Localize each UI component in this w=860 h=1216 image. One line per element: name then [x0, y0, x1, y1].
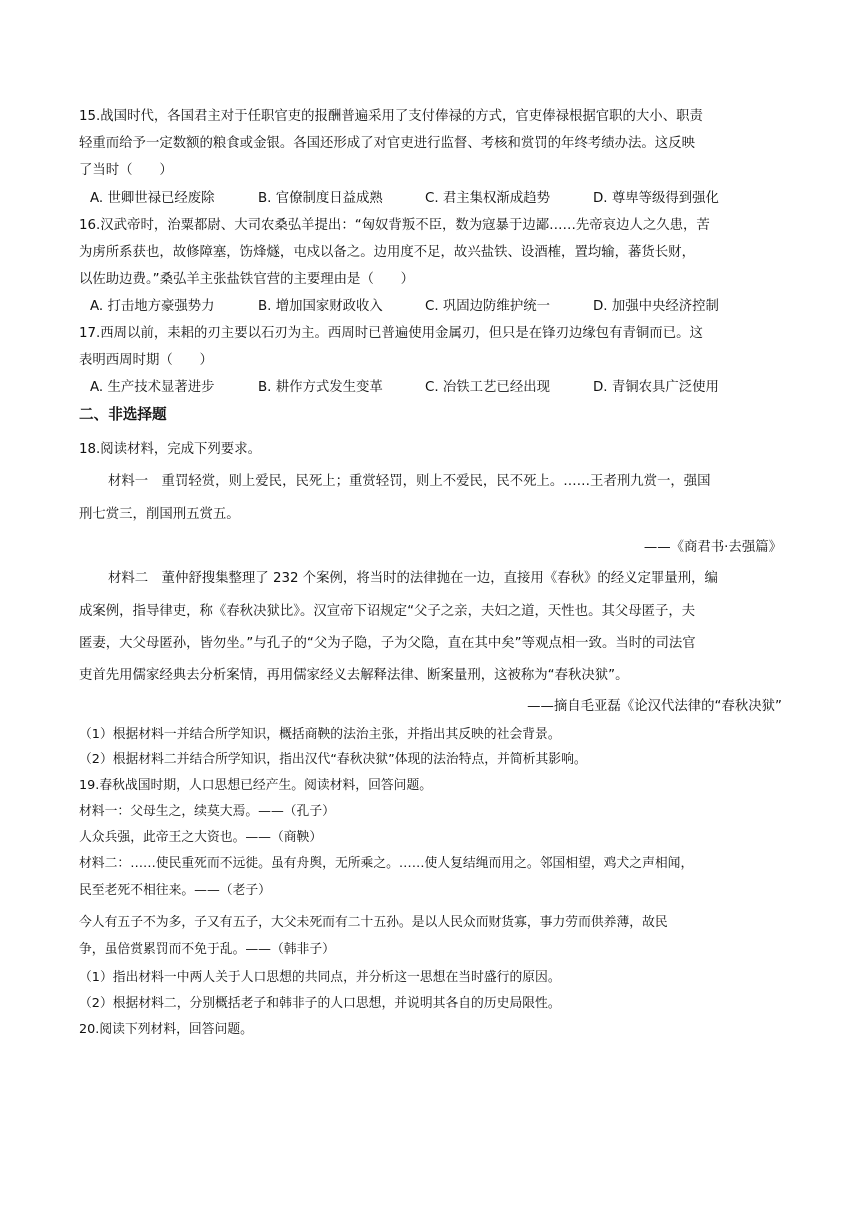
q17-option-a[interactable]: A. 生产技术显著进步	[90, 380, 215, 395]
q19-line-6: 争，虽倍赏累罚而不免于乱。——（韩非子）	[79, 942, 335, 957]
q17-option-b[interactable]: B. 耕作方式发生变革	[258, 380, 383, 395]
q19-intro: 19.春秋战国时期，人口思想已经产生。阅读材料，回答问题。	[79, 778, 433, 793]
q17-stem-line-2: 表明西周时期（ ）	[79, 353, 213, 368]
q18-material2-line-3: 匿妻，大父母匿孙，皆勿坐。”与孔子的“父为子隐，子为父隐，直在其中矣”等观点相一致。当时的司法官	[79, 636, 696, 651]
q18-source1: ——《商君书·去强篇》	[643, 540, 782, 555]
q19-task-2: （2）根据材料二，分别概括老子和韩非子的人口思想，并说明其各自的历史局限性。	[79, 996, 561, 1011]
q15-stem-line-3: 了当时（ ）	[79, 163, 173, 178]
q16-option-d[interactable]: D. 加强中央经济控制	[593, 299, 719, 314]
q18-material2-line-2: 成案例，指导律吏，称《春秋决狱比》。汉宣帝下诏规定“父子之亲，夫妇之道，天性也。其父母匿子，夫	[79, 604, 696, 619]
q20-intro: 20.阅读下列材料，回答问题。	[79, 1022, 253, 1037]
q19-task-1: （1）指出材料一中两人关于人口思想的共同点，并分析这一思想在当时盛行的原因。	[79, 970, 561, 985]
q19-line-3: 材料二：……使民重死而不远徙。虽有舟舆，无所乘之。……使人复结绳而用之。邻国相望，鸡犬之声相闻，	[79, 856, 694, 871]
q18-source2: ——摘自毛亚磊《论汉代法律的“春秋决狱”	[527, 699, 782, 714]
q16-stem-line-2: 为虏所系获也，故修障塞，饬烽燧，屯戍以备之。边用度不足，故兴盐铁、设酒榷，置均输，蕃货长财，	[79, 245, 695, 260]
q18-task-1: （1）根据材料一并结合所学知识，概括商鞅的法治主张，并指出其反映的社会背景。	[79, 727, 561, 742]
q15-options	[90, 189, 790, 209]
q15-option-b[interactable]: B. 官僚制度日益成熟	[258, 191, 383, 206]
q18-material2-line-1: 材料二 董仲舒搜集整理了 232 个案例，将当时的法律抛在一边，直接用《春秋》的经义定罪量刑，编	[108, 571, 718, 586]
q18-task-2: （2）根据材料二并结合所学知识，指出汉代“春秋决狱”体现的法治特点，并简析其影响。	[79, 752, 587, 767]
q15-option-d[interactable]: D. 尊卑等级得到强化	[593, 191, 719, 206]
q17-options	[90, 378, 790, 398]
q18-material1-line-1: 材料一 重罚轻赏，则上爱民，民死上；重赏轻罚，则上不爱民，民不死上。……王者刑九赏一，强国	[108, 474, 711, 489]
q16-options	[90, 297, 790, 317]
q16-stem-line-3: 以佐助边费。”桑弘羊主张盐铁官营的主要理由是（ ）	[79, 272, 415, 287]
q17-option-d[interactable]: D. 青铜农具广泛使用	[593, 380, 719, 395]
q16-option-a[interactable]: A. 打击地方豪强势力	[90, 299, 215, 314]
q18-intro: 18.阅读材料，完成下列要求。	[79, 442, 261, 457]
q19-line-4: 民至老死不相往来。——（老子）	[79, 883, 271, 898]
q17-stem-line-1: 17.西周以前，耒耜的刃主要以石刃为主。西周时已普遍使用金属刃，但只是在锋刃边缘包有青铜而已。这	[79, 326, 703, 341]
q15-option-c[interactable]: C. 君主集权渐成趋势	[425, 191, 550, 206]
q19-line-1: 材料一：父母生之，续莫大焉。——（孔子）	[79, 804, 335, 819]
q19-line-2: 人众兵强，此帝王之大资也。——（商鞅）	[79, 830, 323, 845]
q19-line-5: 今人有五子不为多，子又有五子，大父未死而有二十五孙。是以人民众而财货寡，事力劳而供养薄，故民	[79, 915, 668, 930]
q16-option-b[interactable]: B. 增加国家财政收入	[258, 299, 383, 314]
q16-stem-line-1: 16.汉武帝时，治粟都尉、大司农桑弘羊提出：“匈奴背叛不臣，数为寇暴于边鄙……先帝哀边人之久患，苦	[79, 218, 710, 233]
q18-material1-line-2: 刑七赏三，削国刑五赏五。	[79, 507, 240, 522]
section-heading: 二、非选择题	[79, 406, 167, 423]
q15-option-a[interactable]: A. 世卿世禄已经废除	[90, 191, 215, 206]
q18-material2-line-4: 吏首先用儒家经典去分析案情，再用儒家经义去解释法律、断案量刑，这被称为“春秋决狱”。	[79, 668, 629, 683]
q16-option-c[interactable]: C. 巩固边防维护统一	[425, 299, 550, 314]
q17-option-c[interactable]: C. 冶铁工艺已经出现	[425, 380, 550, 395]
q15-stem-line-1: 15.战国时代，各国君主对于任职官吏的报酬普遍采用了支付俸禄的方式，官吏俸禄根据官职的大小、职责	[79, 109, 703, 124]
q15-stem-line-2: 轻重而给予一定数额的粮食或金银。各国还形成了对官吏进行监督、考核和赏罚的年终考绩办法。这反映	[79, 136, 695, 151]
